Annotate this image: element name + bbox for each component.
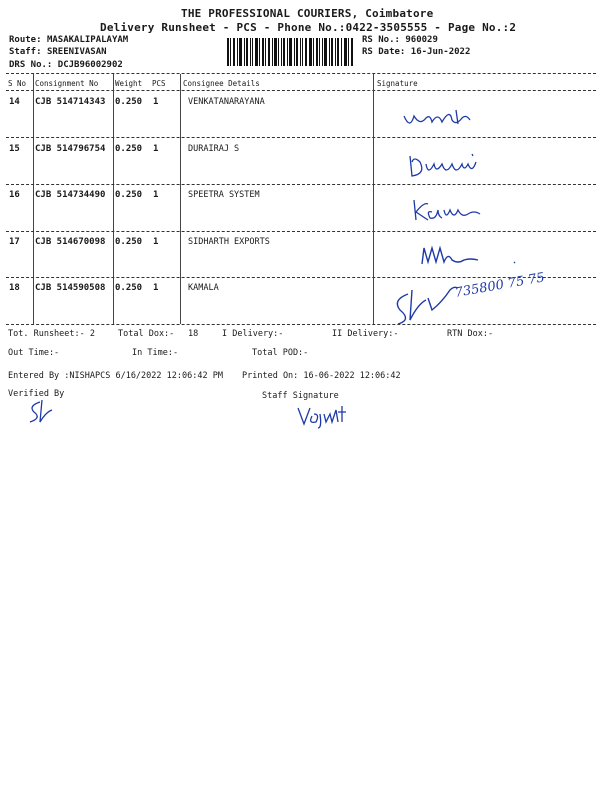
staff-value: SREENIVASAN bbox=[46, 47, 107, 57]
column-header-consignee: Consignee Details bbox=[183, 79, 260, 88]
row-consignment: CJB 514796754 bbox=[35, 144, 106, 154]
column-header-sno: S No bbox=[8, 79, 27, 88]
rs-date-line bbox=[362, 47, 470, 57]
row-consignee: KAMALA bbox=[188, 283, 219, 293]
total-runsheet: Tot. Runsheet:- 2 bbox=[8, 329, 95, 339]
row-pcs: 1 bbox=[153, 283, 159, 293]
staff-signature-label: Staff Signature bbox=[262, 391, 339, 401]
header-top-rule bbox=[6, 73, 596, 74]
row-pcs: 1 bbox=[153, 190, 159, 200]
signature-kam bbox=[408, 196, 488, 226]
column-header-signature: Signature bbox=[377, 79, 418, 88]
row-weight: 0.250 bbox=[115, 283, 143, 293]
staff-label: Staff: bbox=[9, 47, 42, 57]
rtn-dox: RTN Dox:- bbox=[447, 329, 494, 339]
runsheet-title: Delivery Runsheet - PCS - Phone No.:0422-3505555 - Page No.:2 bbox=[100, 21, 517, 34]
table-bottom-rule bbox=[6, 324, 596, 325]
rs-date-value: 16-Jun-2022 bbox=[410, 47, 471, 57]
row-pcs: 1 bbox=[153, 237, 159, 247]
row-consignment: CJB 514714343 bbox=[35, 97, 106, 107]
total-pod: Total POD:- bbox=[252, 348, 309, 358]
row-weight: 0.250 bbox=[115, 144, 143, 154]
row-weight: 0.250 bbox=[115, 190, 143, 200]
row-sno: 17 bbox=[9, 237, 20, 247]
staff-line bbox=[9, 47, 107, 57]
printed-on: Printed On: 16-06-2022 12:06:42 bbox=[242, 371, 401, 381]
column-header-consignment: Consignment No bbox=[35, 79, 99, 88]
column-header-weight: Weight bbox=[115, 79, 143, 88]
total-dox-value: 18 bbox=[188, 329, 199, 339]
row-rule bbox=[6, 231, 596, 232]
drs-label: DRS No.: bbox=[9, 60, 53, 70]
column-separator bbox=[373, 74, 374, 324]
row-consignee: SPEETRA SYSTEM bbox=[188, 190, 260, 200]
column-header-pcs: PCS bbox=[152, 79, 166, 88]
signature-duurai bbox=[406, 150, 486, 182]
in-time: In Time:- bbox=[132, 348, 179, 358]
row-consignment: CJB 514590508 bbox=[35, 283, 106, 293]
row-consignment: CJB 514670098 bbox=[35, 237, 106, 247]
handwritten-number: 735800 75 75 bbox=[453, 270, 546, 301]
row-weight: 0.250 bbox=[115, 237, 143, 247]
drs-value: DCJB96002902 bbox=[57, 60, 123, 70]
rs-date-label: RS Date: bbox=[362, 47, 406, 57]
out-time: Out Time:- bbox=[8, 348, 60, 358]
row-consignee: DURAIRAJ S bbox=[188, 144, 240, 154]
row-consignment: CJB 514734490 bbox=[35, 190, 106, 200]
row-consignee: SIDHARTH EXPORTS bbox=[188, 237, 270, 247]
row-rule bbox=[6, 184, 596, 185]
rs-no-value: 960029 bbox=[405, 35, 438, 45]
header-bottom-rule bbox=[6, 90, 596, 91]
verified-by-label: Verified By bbox=[8, 389, 65, 399]
entered-by: Entered By :NISHAPCS 6/16/2022 12:06:42 PM bbox=[8, 371, 223, 381]
column-separator bbox=[33, 74, 34, 324]
barcode-image bbox=[227, 38, 353, 66]
column-separator bbox=[113, 74, 114, 324]
row-rule bbox=[6, 137, 596, 138]
rs-no-line bbox=[362, 35, 438, 45]
staff-signature bbox=[294, 402, 354, 430]
column-separator bbox=[180, 74, 181, 324]
route-line bbox=[9, 35, 128, 45]
ii-delivery: II Delivery:- bbox=[332, 329, 399, 339]
rs-no-label: RS No.: bbox=[362, 35, 400, 45]
verified-signature bbox=[24, 398, 54, 426]
row-sno: 16 bbox=[9, 190, 20, 200]
route-label: Route: bbox=[9, 35, 42, 45]
row-pcs: 1 bbox=[153, 144, 159, 154]
total-dox-label: Total Dox:- bbox=[118, 329, 175, 339]
drs-line bbox=[9, 60, 123, 70]
company-title: THE PROFESSIONAL COURIERS, Coimbatore bbox=[181, 7, 434, 20]
row-sno: 18 bbox=[9, 283, 20, 293]
signature-scribble bbox=[418, 242, 528, 270]
row-weight: 0.250 bbox=[115, 97, 143, 107]
row-consignee: VENKATANARAYANA bbox=[188, 97, 265, 107]
i-delivery: I Delivery:- bbox=[222, 329, 284, 339]
signature-stroke bbox=[388, 280, 463, 326]
signature-vasat bbox=[400, 104, 490, 134]
row-sno: 14 bbox=[9, 97, 20, 107]
row-pcs: 1 bbox=[153, 97, 159, 107]
route-value: MASAKALIPALAYAM bbox=[46, 35, 129, 45]
row-sno: 15 bbox=[9, 144, 20, 154]
